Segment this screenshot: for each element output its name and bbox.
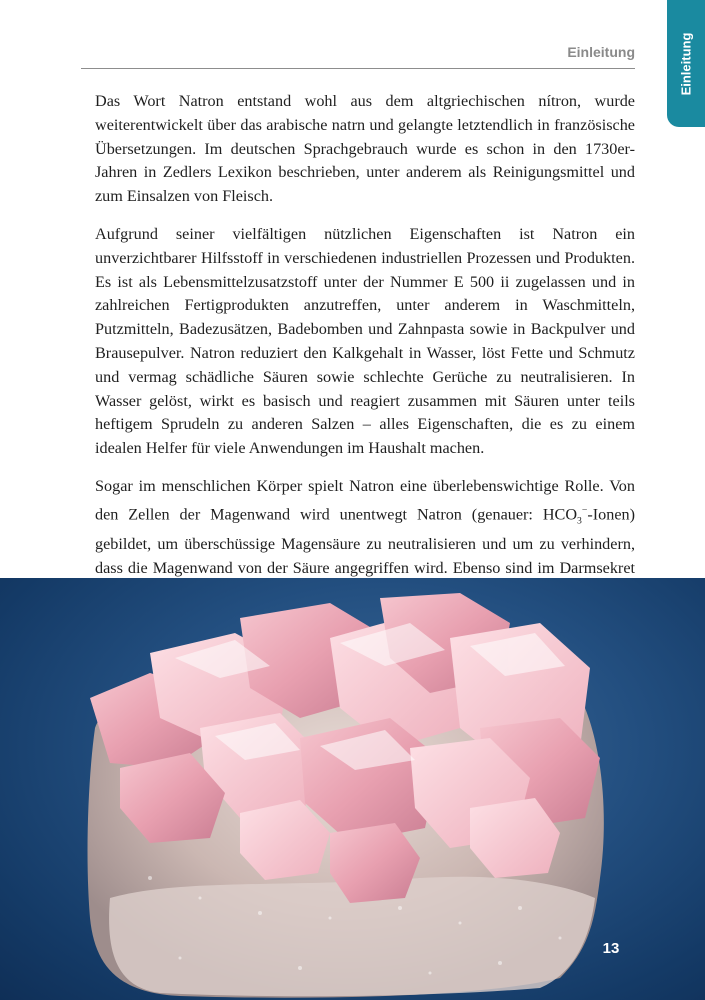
mineral-photo: [0, 578, 705, 1000]
chapter-side-tab[interactable]: [667, 0, 705, 127]
paragraph-3-part-2: -Ionen) gebildet, um überschüssige Magensäure zu neutralisieren und um zu verhindern, dass die Magenwand von der Säure angegriffen wird. Ebenso sind im Darmsekret: [95, 505, 635, 577]
paragraph-2: Aufgrund seiner vielfältigen nützlichen Eigenschaften ist Natron ein unverzichtbarer Hilfsstoff in verschiedenen industriellen Prozessen und Produkten. Es ist als Lebensmittelzusatzstoff unter der Nummer E 500 ii zugelassen und in zahlreichen Fertigprodukten anzutreffen, unter anderem in Waschmitteln, Putzmitteln, Badezusätzen, Badebomben und Zahnpasta sowie in Backpulver und Brausepulver. Natron reduziert den Kalkgehalt in Wasser, löst Fette und Schmutz und vermag schädliche Säuren sowie schlechte Gerüche zu neutralisieren. In Wasser gelöst, wirkt es basisch und reagiert zusammen mit Säuren unter teils heftigem Sprudeln zu anderen Salzen – alles Eigenschaften, die es zu einem idealen Helfer für viele Anwendungen im Haushalt machen.: [95, 224, 635, 458]
paragraph-1: Das Wort Natron entstand wohl aus dem altgriechischen nítron, wurde weiterentwickelt über das arabische natrn und gelangte letztendlich in französische Übersetzungen. Im deutschen Sprachgebrauch wurde es schon in den 1730er-Jahren in Zedlers Lexikon beschrieben, unter anderem als Reinigungsmittel und zum Einsalzen von Fleisch.: [95, 92, 635, 206]
running-header-title: Einleitung: [567, 44, 635, 60]
paragraph-3-part-1: Sogar im menschlichen Körper spielt Natron eine überlebenswichtige Rolle. Von den Zellen der Magenwand wird unentwegt Natron (genauer: HCO: [95, 476, 635, 524]
body-text: [95, 90, 635, 653]
halite-crystal-illustration: [0, 578, 705, 1000]
page-number: 13: [602, 940, 620, 957]
hco3-subscript: 3: [577, 515, 582, 527]
hco3-superscript: −: [581, 504, 588, 516]
chapter-side-tab-label: Einleitung: [678, 32, 694, 95]
running-header: [81, 44, 635, 69]
